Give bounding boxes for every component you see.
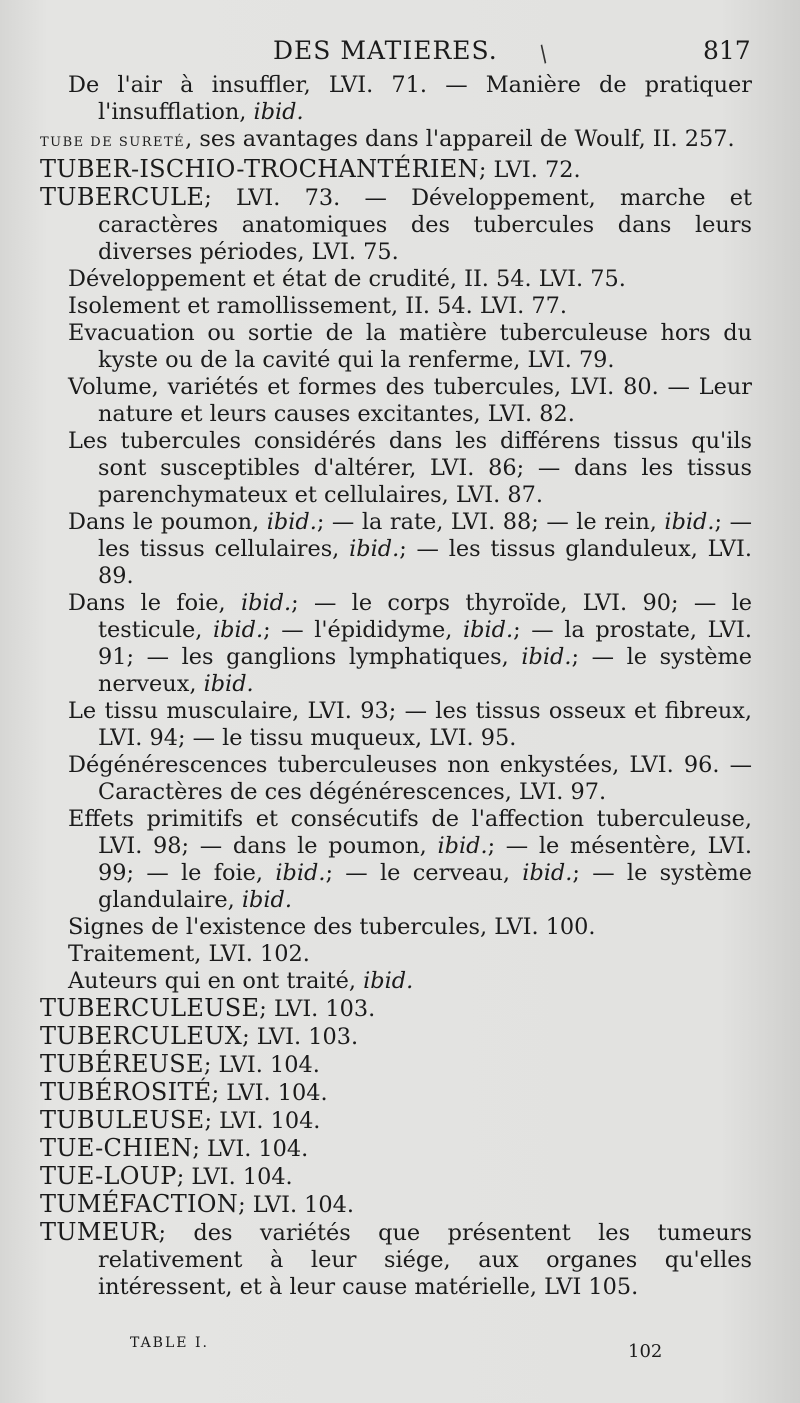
ink-mark: / <box>534 41 554 68</box>
index-entry <box>40 1107 752 1135</box>
index-entry <box>40 1219 752 1301</box>
entry-text: Volume, variétés et formes des tubercules, LVI. 80. — Leur nature et leurs causes excitantes, LVI. 82. <box>68 374 752 427</box>
index-entries <box>40 72 752 1301</box>
entry-headword: TUBERCULEUX <box>40 1022 243 1050</box>
entry-italic-ref: ibid. <box>363 968 414 994</box>
index-entry <box>40 509 752 590</box>
entry-italic-ref: ibid. <box>266 509 317 535</box>
entry-text: Evacuation ou sortie de la matière tuberculeuse hors du kyste ou de la cavité qui la renferme, LVI. 79. <box>68 320 752 373</box>
entry-headword: TUBERCULE <box>40 183 205 211</box>
entry-text: ; LVI. 104. <box>203 1052 320 1078</box>
index-entry <box>40 428 752 509</box>
index-entry <box>40 941 752 968</box>
entry-headword: TUE-LOUP <box>40 1162 177 1190</box>
entry-headword: TUBULEUSE <box>40 1106 205 1134</box>
entry-text: ; — la prostate, LVI. 91; — les ganglions lymphatiques, <box>98 617 752 670</box>
entry-text: ; — la rate, LVI. 88; — le rein, <box>316 509 665 535</box>
index-entry <box>40 995 752 1023</box>
running-title: DES MATIERES. <box>273 36 498 65</box>
entry-text: Les tubercules considérés dans les différens tissus qu'ils sont susceptibles d'altérer, LVI. 86; — dans les tissus parenchymateux et cellulaires, LVI. 87. <box>68 428 752 508</box>
entry-text: ; — le corps thyroïde, LVI. 90; — le testicule, <box>98 590 752 643</box>
entry-headword: TUBERCULEUSE <box>40 994 260 1022</box>
index-entry <box>40 320 752 374</box>
entry-headword: TUBÉROSITÉ <box>40 1078 212 1106</box>
page-number: 817 <box>703 36 751 65</box>
entry-italic-ref: ibid. <box>521 644 572 670</box>
index-entry <box>40 968 752 995</box>
entry-text: ; — le système glandulaire, <box>98 860 752 913</box>
entry-headword: TUMEUR <box>40 1218 159 1246</box>
entry-text: ; LVI. 103. <box>242 1024 359 1050</box>
entry-italic-ref: ibid. <box>275 860 326 886</box>
entry-text: ; LVI. 73. — Développement, marche et caractères anatomiques des tubercules dans leurs diverses périodes, LVI. 75. <box>98 185 752 265</box>
entry-italic-ref: ibid. <box>522 860 573 886</box>
entry-text: ; LVI. 104. <box>211 1080 328 1106</box>
entry-italic-ref: ibid. <box>349 536 400 562</box>
entry-text: ; LVI. 72. <box>478 157 581 183</box>
page-footer <box>0 1335 800 1365</box>
entry-italic-ref: ibid. <box>437 833 488 859</box>
entry-italic-ref: ibid. <box>240 590 292 616</box>
entry-text: De l'air à insuffler, LVI. 71. — Manière de pratiquer l'insufflation, <box>68 72 752 125</box>
index-entry <box>40 914 752 941</box>
entry-text: ; LVI. 104. <box>176 1164 293 1190</box>
entry-italic-ref: ibid. <box>213 617 264 643</box>
entry-italic-ref: ibid. <box>664 509 715 535</box>
index-entry <box>40 266 752 293</box>
entry-italic-ref: ibid. <box>203 671 254 697</box>
entry-text: Effets primitifs et consécutifs de l'affection tuberculeuse, LVI. 98; — dans le poumon, <box>68 806 752 859</box>
entry-text: Le tissu musculaire, LVI. 93; — les tissus osseux et fibreux, LVI. 94; — le tissu muqueux, LVI. 95. <box>68 698 752 751</box>
entry-headword: TUBÉREUSE <box>40 1050 204 1078</box>
index-entry <box>40 184 752 266</box>
index-entry <box>40 1191 752 1219</box>
index-entry <box>40 374 752 428</box>
entry-text: Isolement et ramollissement, II. 54. LVI. 77. <box>68 293 567 319</box>
entry-headword: TUBER-ISCHIO-TROCHANTÉRIEN <box>40 155 479 183</box>
entry-text: ; — les tissus glanduleux, LVI. 89. <box>98 536 752 589</box>
entry-text: ; LVI. 104. <box>204 1108 321 1134</box>
index-entry <box>40 126 752 156</box>
entry-italic-ref: ibid. <box>241 887 292 913</box>
index-entry <box>40 1079 752 1107</box>
entry-text: Dans le poumon, <box>68 509 267 535</box>
index-entry <box>40 698 752 752</box>
entry-text: Auteurs qui en ont traité, <box>68 968 364 994</box>
index-entry <box>40 806 752 914</box>
entry-text: ; LVI. 104. <box>238 1192 355 1218</box>
entry-text: ; — l'épididyme, <box>263 617 463 643</box>
index-entry <box>40 590 752 698</box>
entry-headword: TUE-CHIEN <box>40 1134 193 1162</box>
entry-headword: TUBE DE SURETÉ <box>40 135 186 150</box>
index-entry <box>40 72 752 126</box>
entry-text: ; — le cerveau, <box>325 860 523 886</box>
index-entry <box>40 1051 752 1079</box>
index-entry <box>40 1135 752 1163</box>
entry-text: ; — le système nerveux, <box>98 644 753 697</box>
entry-text: , ses avantages dans l'appareil de Woulf, II. 257. <box>185 126 735 152</box>
entry-text: ; des variétés que présentent les tumeurs relativement à leur siége, aux organes qu'elles intéressent, et à leur cause matérielle, LVI 105. <box>98 1220 752 1300</box>
entry-italic-ref: ibid. <box>253 99 304 125</box>
sheet-number: 102 <box>628 1341 663 1362</box>
index-entry <box>40 156 752 184</box>
index-entry <box>40 1023 752 1051</box>
entry-text: Dégénérescences tuberculeuses non enkystées, LVI. 96. — Caractères de ces dégénérescences, LVI. 97. <box>68 752 752 805</box>
entry-text: ; — le mésentère, LVI. 99; — le foie, <box>98 833 753 886</box>
entry-text: Dans le foie, <box>68 590 241 616</box>
entry-text: Traitement, LVI. 102. <box>68 941 310 967</box>
entry-text: Développement et état de crudité, II. 54. LVI. 75. <box>68 266 626 292</box>
entry-text: ; LVI. 103. <box>259 996 376 1022</box>
index-entry <box>40 1163 752 1191</box>
entry-text: Signes de l'existence des tubercules, LVI. 100. <box>68 914 596 940</box>
entry-headword: TUMÉFACTION <box>40 1190 239 1218</box>
entry-italic-ref: ibid. <box>462 617 514 643</box>
entry-text: ; LVI. 104. <box>192 1136 309 1162</box>
entry-text: ; — les tissus cellulaires, <box>98 509 752 562</box>
index-entry <box>40 752 752 806</box>
page-header <box>0 34 800 74</box>
signature-mark: TABLE I. <box>130 1335 209 1351</box>
index-entry <box>40 293 752 320</box>
